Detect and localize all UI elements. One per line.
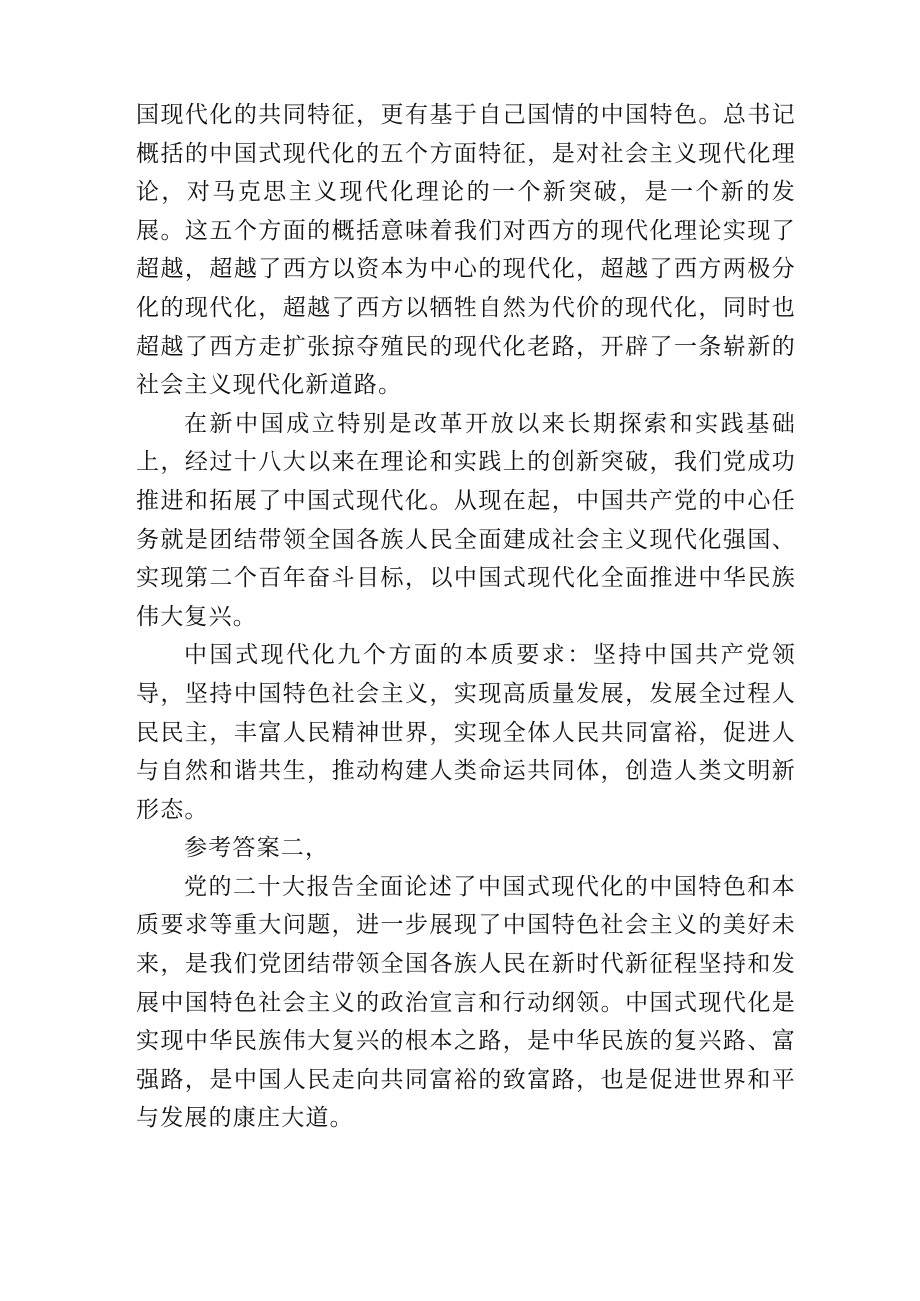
paragraph-report-summary: 党的二十大报告全面论述了中国式现代化的中国特色和本质要求等重大问题，进一步展现了中国特色社会主义的美好未来，是我们党团结带领全国各族人民在新时代新征程坚持和发展中国特色社会主义的政治宣言和行动纲领。中国式现代化是实现中华民族伟大复兴的根本之路，是中华民族的复兴路、富强路，是中国人民走向共同富裕的致富路，也是促进世界和平与发展的康庄大道。 — [136, 873, 796, 1132]
document-body — [136, 96, 796, 1138]
paragraph-modernization-progress: 在新中国成立特别是改革开放以来长期探索和实践基础上，经过十八大以来在理论和实践上的创新突破，我们党成功推进和拓展了中国式现代化。从现在起，中国共产党的中心任务就是团结带领全国各族人民全面建成社会主义现代化强国、实现第二个百年奋斗目标，以中国式现代化全面推进中华民族伟大复兴。 — [136, 410, 796, 630]
paragraph-essential-requirements: 中国式现代化九个方面的本质要求：坚持中国共产党领导，坚持中国特色社会主义，实现高质量发展，发展全过程人民民主，丰富人民精神世界，实现全体人民共同富裕，促进人与自然和谐共生，推动构建人类命运共同体，创造人类文明新形态。 — [136, 642, 796, 823]
reference-answer-heading: 参考答案二， — [184, 835, 330, 862]
paragraph-continuation: 国现代化的共同特征，更有基于自己国情的中国特色。总书记概括的中国式现代化的五个方面特征，是对社会主义现代化理论，对马克思主义现代化理论的一个新突破，是一个新的发展。这五个方面的概括意味着我们对西方的现代化理论实现了超越，超越了西方以资本为中心的现代化，超越了西方两极分化的现代化，超越了西方以牺牲自然为代价的现代化，同时也超越了西方走扩张掠夺殖民的现代化老路，开辟了一条崭新的社会主义现代化新道路。 — [136, 102, 796, 399]
